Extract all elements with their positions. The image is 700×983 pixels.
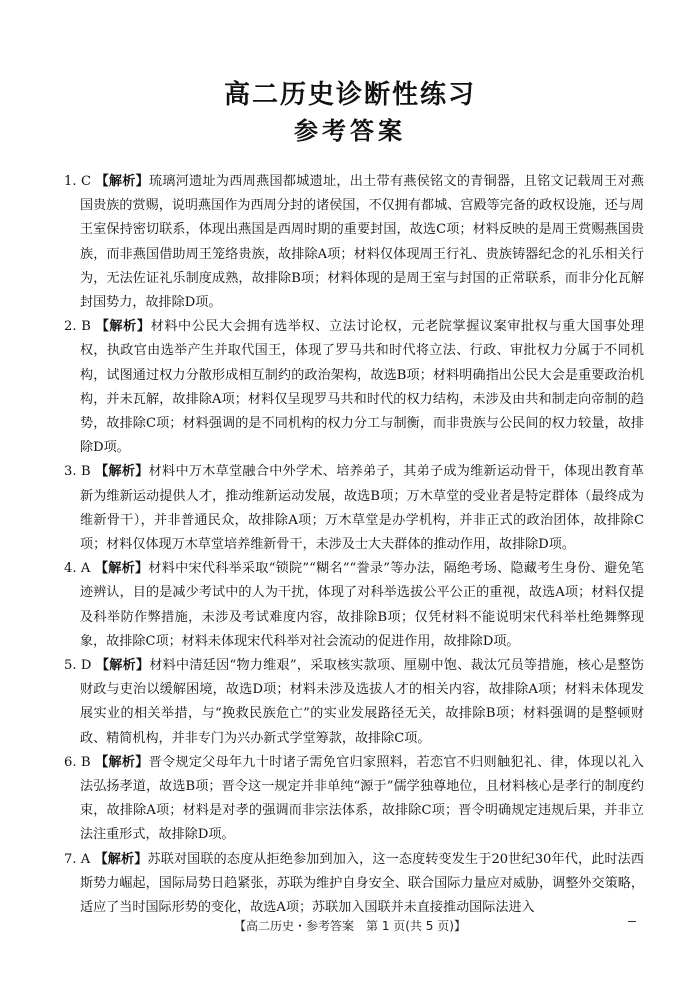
answer-item (64, 315, 644, 460)
answer-list (64, 170, 644, 920)
answer-item (64, 848, 644, 921)
answer-text: 晋令规定父母年九十时诸子需免官归家照料，若恋官不归则触犯礼、律，体现以礼入法弘扬孝道，故选B项；晋令这一规定并非单纯“源于”儒学独尊地位，且材料核心是孝行的制度约束，故排除A项；材料是对孝的强调而非宗法体系，故排除C项；晋令明确规定违规后果，并非立法注重形式，故排除D项。 (80, 754, 645, 843)
analysis-tag: 【解析】 (95, 319, 151, 335)
answer-number: 1. C (64, 174, 91, 189)
corner-mark (628, 921, 636, 922)
answer-number: 6. B (64, 754, 91, 770)
analysis-tag: 【解析】 (95, 754, 149, 770)
answer-number: 5. D (64, 658, 92, 674)
analysis-tag: 【解析】 (94, 561, 149, 577)
answer-item (64, 460, 644, 557)
answer-item (64, 751, 644, 848)
answer-text: 苏联对国联的态度从拒绝参加到加入，这一态度转变发生于20世纪30年代，此时法西斯势力崛起，国际局势日趋紧张，苏联为维护自身安全、联合国际力量应对威胁，调整外交策略，适应了当时国际形势的变化，故选A项；苏联加入国联并未直接推动国际法进入 (80, 851, 644, 916)
answer-text: 琉璃河遗址为西周燕国都城遗址，出土带有燕侯铭文的青铜器，且铭文记载周王对燕国贵族的赏赐，说明燕国作为西周分封的诸侯国，不仅拥有都城、宫殿等完备的政权设施，还与周王室保持密切联系，体现出燕国是西周时期的重要封国，故选C项；材料反映的是周王赏赐燕国贵族，而非燕国借助周王笼络贵族，故排除A项；材料仅体现周王行礼、贵族铸器纪念的礼乐相关行为，无法佐证礼乐制度成熟，故排除B项；材料体现的是周王室与封国的正常联系，而非分化瓦解封国势力，故排除D项。 (80, 174, 644, 311)
analysis-tag: 【解析】 (95, 658, 150, 674)
page-subtitle: 参考答案 (294, 117, 406, 145)
answer-item (64, 557, 644, 654)
answer-text: 材料中清廷因“物力维艰”，采取核实款项、厘剔中饱、裁汰冗员等措施，核心是整饬财政与吏治以缓解困境，故选D项；材料未涉及选拔人才的相关内容，故排除A项；材料未体现发展实业的相关举措，与“挽救民族危亡”的实业发展路径无关，故排除B项；材料强调的是整顿财政、精简机构，并非专门为兴办新式学堂筹款，故排除C项。 (80, 658, 644, 746)
answer-item (64, 654, 644, 751)
answer-text: 材料中万木草堂融合中外学术、培养弟子，其弟子成为维新运动骨干，体现出教育革新为维新运动提供人才，推动维新运动发展，故选B项；万木草堂的受业者是特定群体（最终成为维新骨干），并非普通民众，故排除A项；万木草堂是办学机构，并非正式的政治团体，故排除C项；材料仅体现万木草堂培养维新骨干，未涉及士大夫群体的推动作用，故排除D项。 (80, 464, 645, 553)
analysis-tag: 【解析】 (95, 174, 149, 189)
page-title: 高二历史诊断性练习 (223, 80, 476, 110)
answer-number: 3. B (64, 464, 91, 480)
answer-number: 7. A (64, 851, 91, 867)
answer-text: 材料中公民大会拥有选举权、立法讨论权，元老院掌握议案审批权与重大国事处理权，执政官由选举产生并取代国王，体现了罗马共和时代将立法、行政、审批权力分属于不同机构，试图通过权力分散形成相互制约的政治架构，故选B项；材料明确指出公民大会是重要政治机构，并未瓦解，故排除A项；材料仅呈现罗马共和时代的权力结构，未涉及由共和制走向帝制的趋势，故排除C项；材料强调的是不同机构的权力分工与制衡，而非贵族与公民间的权力较量，故排除D项。 (80, 319, 645, 456)
page-footer: 【高二历史・参考答案 第 1 页(共 5 页)】 (234, 919, 466, 933)
answer-number: 2. B (64, 319, 91, 335)
answer-item (64, 170, 644, 315)
analysis-tag: 【解析】 (94, 851, 148, 867)
analysis-tag: 【解析】 (95, 464, 149, 480)
answer-number: 4. A (64, 561, 91, 577)
answer-text: 材料中宋代科举采取“锁院”“糊名”“誊录”等办法，隔绝考场、隐藏考生身份、避免笔迹辨认，目的是减少考试中的人为干扰，体现了对科举选拔公平公正的重视，故选A项；材料仅提及科举防作弊措施，未涉及考试难度内容，故排除B项；仅凭材料不能说明宋代科举杜绝舞弊现象，故排除C项；材料未体现宋代科举对社会流动的促进作用，故排除D项。 (80, 561, 644, 649)
